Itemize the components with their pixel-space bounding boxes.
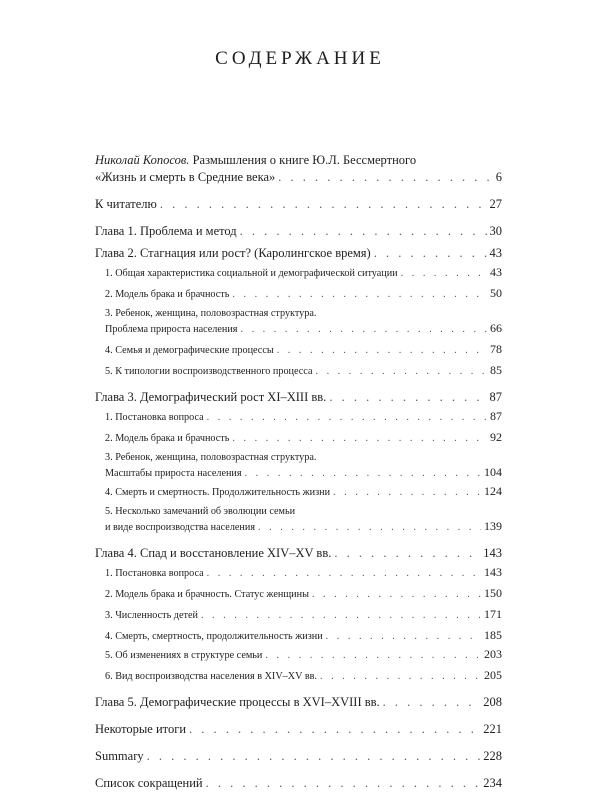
toc-subentry-title: 5. Несколько замечаний об эволюции семьи	[105, 506, 296, 517]
toc-subentry[interactable]	[95, 668, 502, 684]
toc-entry-title: Некоторые итоги	[95, 722, 187, 736]
toc-page-number: 208	[483, 695, 502, 709]
leader-dots	[207, 567, 481, 581]
toc-entry-title: Глава 2. Стагнация или рост? (Каролингское время)	[95, 246, 371, 260]
toc-subentry[interactable]	[95, 363, 502, 379]
leader-dots	[374, 245, 487, 262]
toc-entry-title-cont: «Жизнь и смерть в Средние века»	[95, 170, 276, 184]
toc-subentry-title: 1. Постановка вопроса	[105, 412, 204, 423]
toc-page-number: 104	[484, 465, 502, 479]
toc-subentry-title: 5. Об изменениях в структуре семьи	[105, 650, 263, 661]
page-title: СОДЕРЖАНИЕ	[215, 48, 385, 69]
toc-page-number: 124	[484, 484, 502, 498]
leader-dots	[245, 467, 481, 481]
toc-page-number: 30	[489, 224, 502, 238]
table-of-contents	[95, 152, 502, 792]
leader-dots	[329, 389, 486, 406]
toc-page-number: 87	[489, 390, 502, 404]
toc-page-number: 205	[484, 668, 502, 682]
toc-page-number: 27	[489, 197, 502, 211]
toc-entry-chapter-1[interactable]	[95, 223, 502, 240]
leader-dots	[383, 694, 481, 711]
leader-dots	[334, 545, 480, 562]
leader-dots	[201, 609, 481, 623]
toc-page-number: 139	[484, 519, 502, 533]
toc-page-number: 66	[490, 321, 502, 335]
toc-subentry[interactable]	[95, 647, 502, 663]
toc-entry-reader[interactable]	[95, 196, 502, 213]
toc-subentry[interactable]	[95, 607, 502, 623]
toc-page-number: 143	[483, 546, 502, 560]
toc-entry-title: Глава 3. Демографический рост XI–XIII вв.	[95, 390, 327, 404]
toc-subentry[interactable]	[95, 430, 502, 446]
toc-entry-title: Размышления о книге Ю.Л. Бессмертного	[192, 153, 417, 167]
toc-entry-chapter-3[interactable]	[95, 389, 502, 406]
toc-entry-author: Николай Копосов.	[95, 153, 190, 167]
toc-entry-abbreviations[interactable]	[95, 775, 502, 792]
toc-page-number: 85	[490, 363, 502, 377]
toc-subentry-title-cont: Масштабы прироста населения	[105, 468, 242, 479]
toc-page-number: 50	[490, 286, 502, 300]
toc-subentry-title: 2. Модель брака и брачность	[105, 433, 230, 444]
leader-dots	[232, 288, 487, 302]
toc-subentry[interactable]	[95, 505, 502, 535]
leader-dots	[333, 486, 481, 500]
leader-dots	[160, 196, 487, 213]
toc-entry-title: Список сокращений	[95, 776, 203, 790]
toc-page-number: 6	[495, 170, 502, 184]
toc-page-number: 43	[490, 265, 502, 279]
toc-page-number: 203	[484, 647, 502, 661]
toc-subentry-title: 4. Семья и демографические процессы	[105, 345, 274, 356]
toc-subentry[interactable]	[95, 565, 502, 581]
toc-subentry[interactable]	[95, 265, 502, 281]
toc-entry-title: Глава 4. Спад и восстановление XIV–XV вв.	[95, 546, 332, 560]
toc-entry-results[interactable]	[95, 721, 502, 738]
toc-entry-summary[interactable]	[95, 748, 502, 765]
leader-dots	[207, 411, 487, 425]
leader-dots	[326, 630, 481, 644]
toc-subentry-title: 1. Постановка вопроса	[105, 568, 204, 579]
toc-subentry[interactable]	[95, 342, 502, 358]
toc-subentry[interactable]	[95, 286, 502, 302]
toc-page-number: 43	[489, 246, 502, 260]
leader-dots	[206, 775, 481, 792]
leader-dots	[277, 344, 487, 358]
leader-dots	[232, 432, 487, 446]
toc-subentry[interactable]	[95, 484, 502, 500]
toc-subentry[interactable]	[95, 628, 502, 644]
toc-subentry-title: 2. Модель брака и брачность. Статус женщины	[105, 589, 309, 600]
toc-page-number: 92	[490, 430, 502, 444]
toc-subentry-title: 6. Вид воспроизводства населения в XIV–XV вв.	[105, 671, 318, 682]
toc-subentry[interactable]	[95, 451, 502, 481]
toc-subentry-title: 1. Общая характеристика социальной и демографической ситуации	[105, 268, 398, 279]
leader-dots	[240, 323, 487, 337]
toc-subentry[interactable]	[95, 409, 502, 425]
leader-dots	[147, 748, 481, 765]
toc-entry-chapter-2[interactable]	[95, 245, 502, 262]
toc-page-number: 234	[483, 776, 502, 790]
toc-entry-chapter-5[interactable]	[95, 694, 502, 711]
leader-dots	[312, 588, 481, 602]
toc-subentry[interactable]	[95, 307, 502, 337]
toc-subentry-title: 3. Ребенок, женщина, половозрастная структура.	[105, 308, 317, 319]
toc-entry-title: К читателю	[95, 197, 157, 211]
toc-subentry-title-cont: и виде воспроизводства населения	[105, 522, 256, 533]
toc-subentry-title-cont: Проблема прироста населения	[105, 324, 238, 335]
toc-page-number: 87	[490, 409, 502, 423]
toc-page-number: 221	[483, 722, 502, 736]
toc-subentry-title: 4. Смерть, смертность, продолжительность жизни	[105, 631, 323, 642]
toc-page-number: 143	[484, 565, 502, 579]
leader-dots	[240, 223, 487, 240]
toc-page-number: 150	[484, 586, 502, 600]
leader-dots	[258, 521, 481, 535]
toc-entry-title: Глава 1. Проблема и метод	[95, 224, 237, 238]
leader-dots	[320, 670, 481, 684]
toc-entry-intro[interactable]	[95, 152, 502, 186]
toc-entry-title: Глава 5. Демографические процессы в XVI–XVIII вв.	[95, 695, 380, 709]
toc-entry-intro-line1	[95, 152, 502, 169]
leader-dots	[189, 721, 480, 738]
toc-entry-chapter-4[interactable]	[95, 545, 502, 562]
toc-entry-title: Summary	[95, 749, 144, 763]
leader-dots	[401, 267, 487, 281]
leader-dots	[315, 365, 487, 379]
leader-dots	[278, 169, 492, 186]
toc-page-number: 228	[483, 749, 502, 763]
toc-subentry[interactable]	[95, 586, 502, 602]
toc-page-number: 185	[484, 628, 502, 642]
toc-page-number: 171	[484, 607, 502, 621]
toc-subentry-title: 4. Смерть и смертность. Продолжительность жизни	[105, 487, 331, 498]
leader-dots	[265, 649, 481, 663]
toc-subentry-title: 2. Модель брака и брачность	[105, 289, 230, 300]
toc-subentry-title: 3. Ребенок, женщина, половозрастная структура.	[105, 452, 317, 463]
toc-page-number: 78	[490, 342, 502, 356]
toc-subentry-title: 3. Численность детей	[105, 610, 198, 621]
toc-subentry-title: 5. К типологии воспроизводственного процесса	[105, 366, 313, 377]
